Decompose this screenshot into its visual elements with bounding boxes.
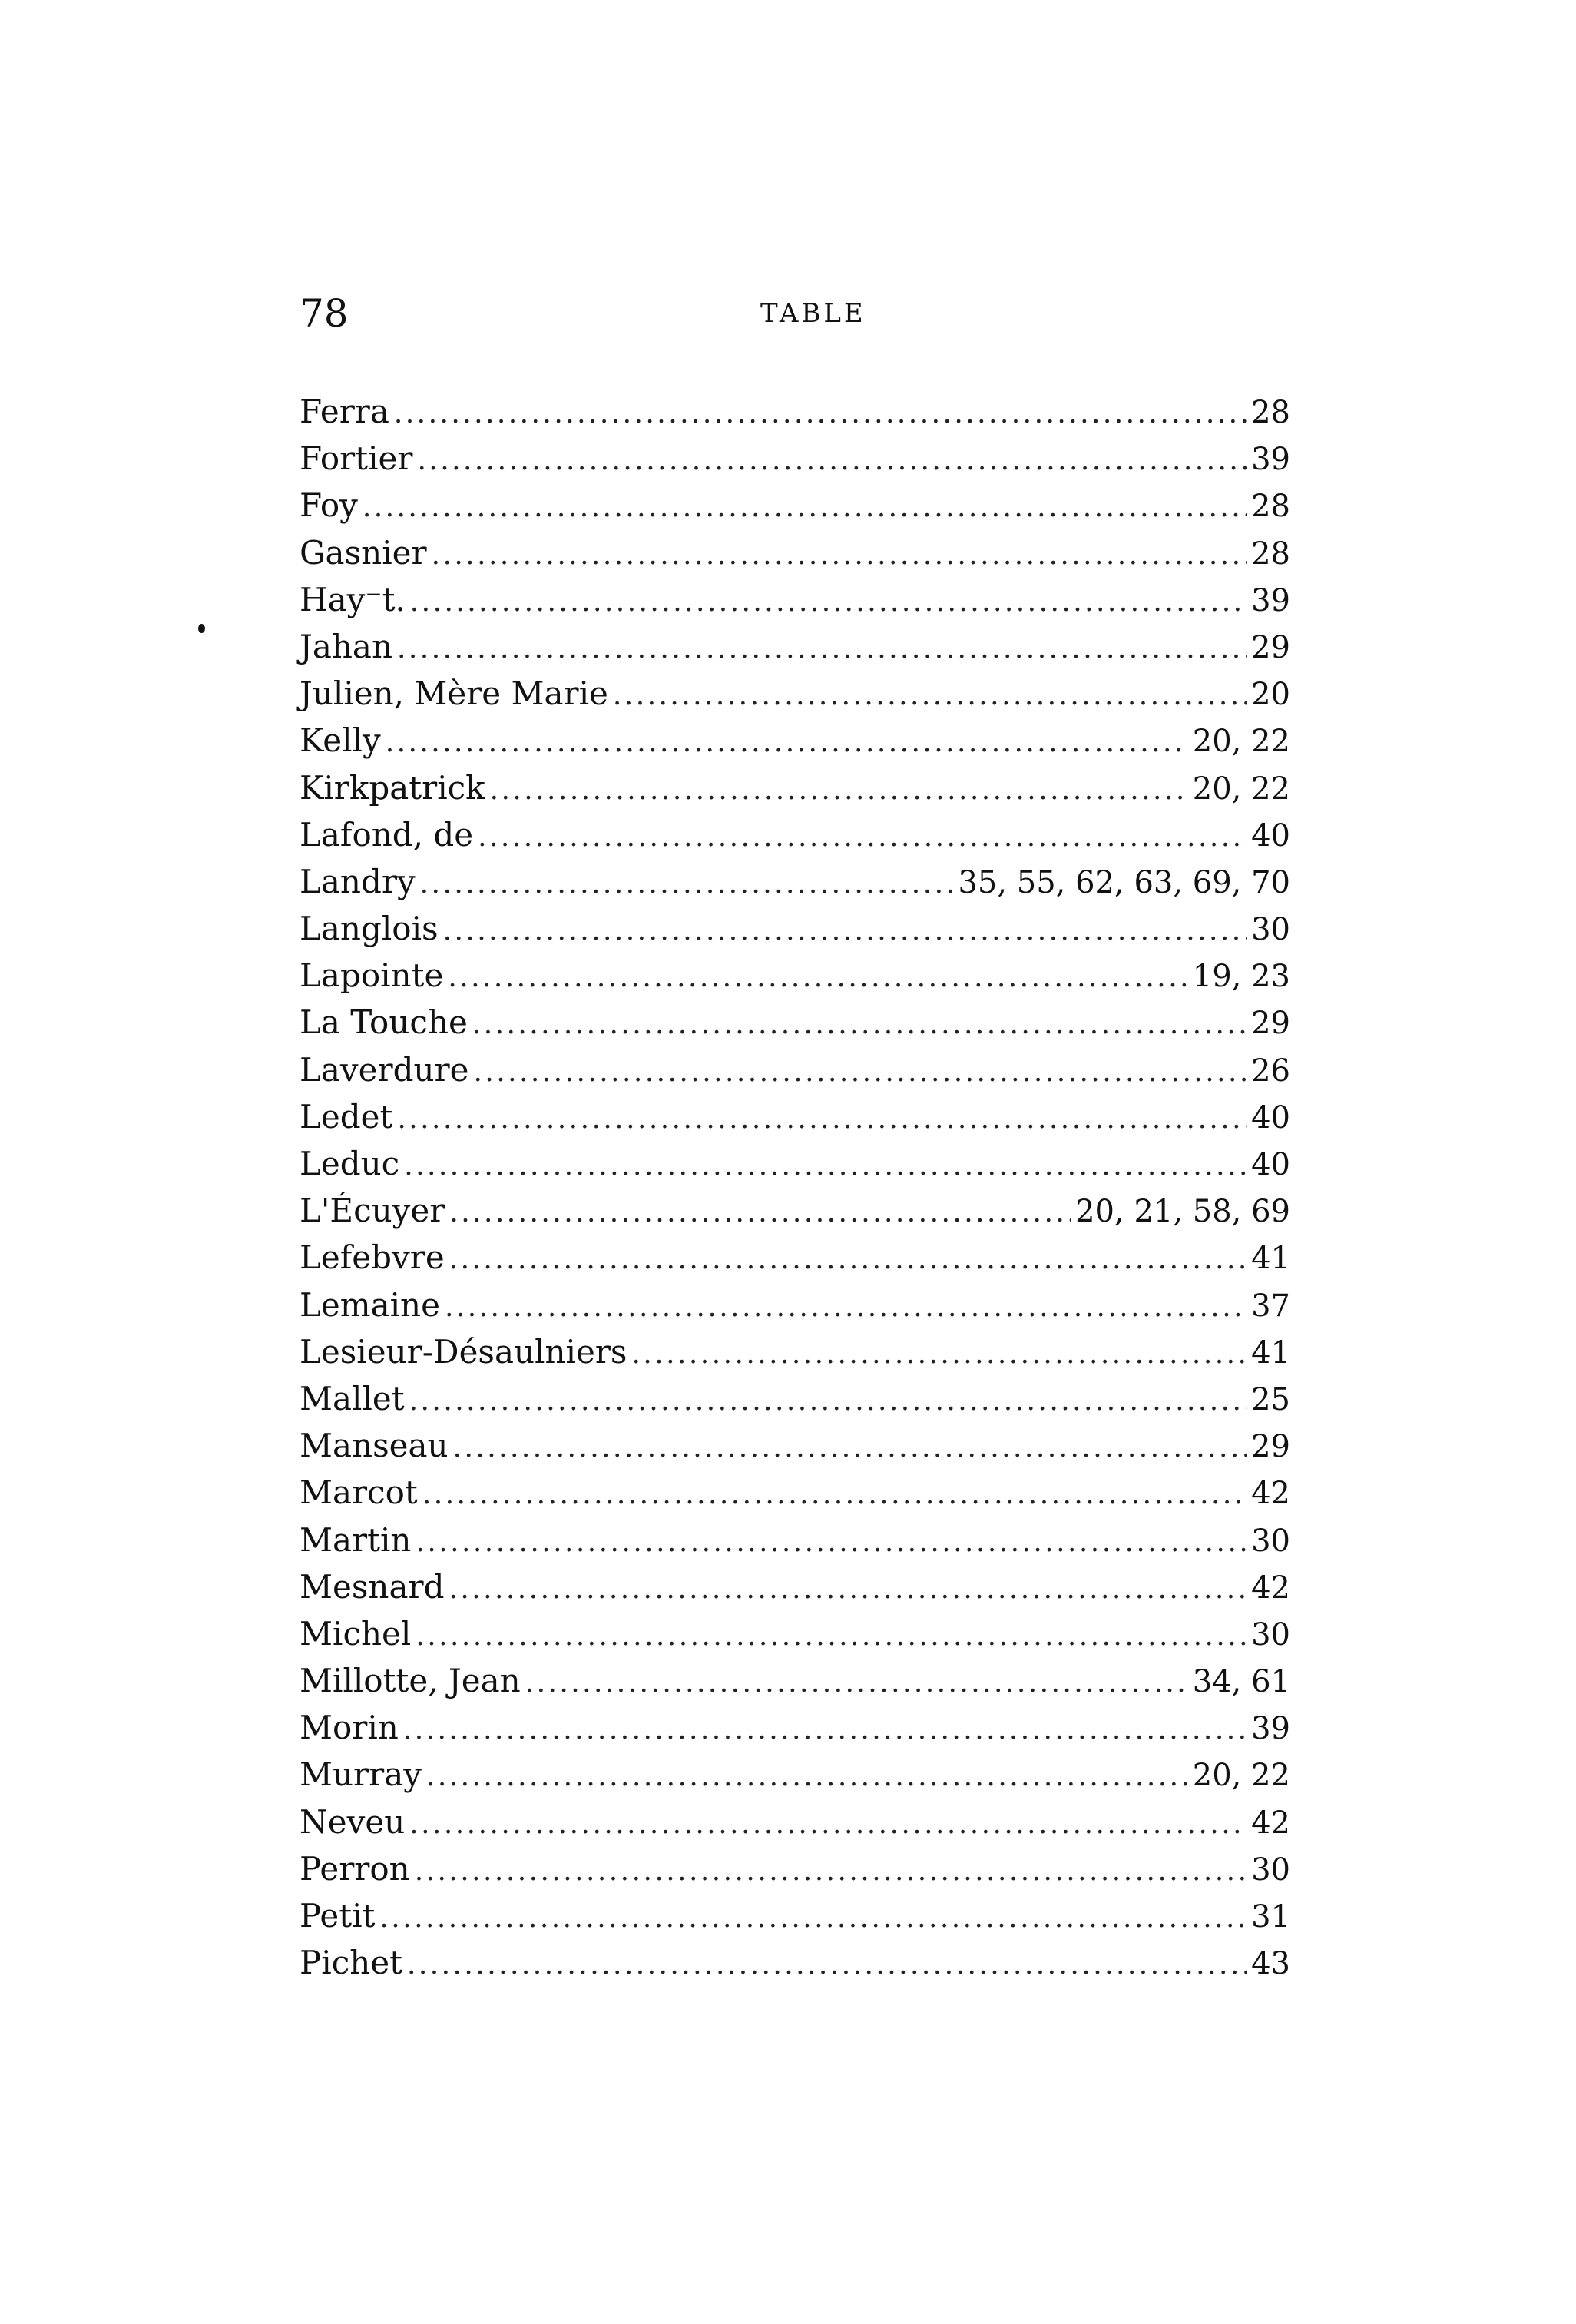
dot-leader — [417, 437, 1247, 484]
dot-leader — [420, 860, 954, 907]
entry-pages: 39 — [1251, 442, 1290, 478]
index-row — [300, 1563, 1290, 1610]
index-row — [300, 670, 1290, 717]
index-row — [300, 1610, 1290, 1657]
index-row — [300, 623, 1290, 670]
dot-leader — [397, 1096, 1247, 1142]
entry-name: Lafond, de — [300, 815, 474, 854]
index-row — [300, 858, 1290, 905]
dot-leader — [525, 1659, 1188, 1706]
entry-name: Neveu — [300, 1802, 406, 1841]
entry-name: Millotte, Jean — [300, 1662, 521, 1700]
index-row — [300, 1657, 1290, 1704]
index-row — [300, 529, 1290, 576]
entry-name: L'Écuyer — [300, 1192, 445, 1230]
entry-pages: 39 — [1251, 582, 1290, 618]
dot-leader — [397, 625, 1247, 672]
dot-leader — [631, 1331, 1247, 1377]
entry-name: Perron — [300, 1849, 410, 1888]
entry-name: Lapointe — [300, 956, 444, 995]
entry-name: Fortier — [300, 439, 413, 478]
entry-pages: 29 — [1251, 1429, 1290, 1465]
entry-name: Mallet — [300, 1379, 405, 1417]
entry-pages: 42 — [1251, 1805, 1290, 1841]
dot-leader — [404, 1142, 1247, 1189]
index-row — [300, 1422, 1290, 1469]
index-row — [300, 576, 1290, 623]
entry-pages: 43 — [1251, 1946, 1290, 1982]
entry-pages: 28 — [1251, 535, 1290, 572]
index-list — [300, 388, 1290, 1986]
index-row — [300, 905, 1290, 952]
entry-name: Pichet — [300, 1944, 402, 1982]
index-row — [300, 1234, 1290, 1281]
entry-name: Kelly — [300, 721, 381, 760]
dot-leader — [426, 1753, 1188, 1800]
index-row — [300, 435, 1290, 482]
page-header — [300, 283, 1290, 344]
index-row — [300, 388, 1290, 435]
entry-name: Mesnard — [300, 1567, 445, 1606]
dot-leader — [363, 484, 1247, 531]
dot-leader — [613, 672, 1247, 719]
dot-leader — [473, 1049, 1247, 1096]
entry-pages: 20, 21, 58, 69 — [1075, 1194, 1290, 1230]
dot-leader — [415, 1848, 1247, 1895]
entry-name: Gasnier — [300, 533, 427, 572]
dot-leader — [416, 1613, 1247, 1659]
entry-name: Lemaine — [300, 1285, 440, 1324]
entry-pages: 29 — [1251, 629, 1290, 665]
dot-leader — [422, 1471, 1247, 1518]
entry-name: Ledet — [300, 1097, 393, 1135]
index-row — [300, 717, 1290, 764]
entry-pages: 42 — [1251, 1570, 1290, 1606]
dot-leader — [453, 1424, 1247, 1471]
entry-name: Petit — [300, 1897, 376, 1934]
entry-pages: 30 — [1251, 1852, 1290, 1888]
entry-name: Murray — [300, 1755, 422, 1794]
dot-leader — [449, 1566, 1247, 1613]
entry-pages: 30 — [1251, 1616, 1290, 1653]
entry-name: Laverdure — [300, 1050, 469, 1089]
dot-leader — [472, 1001, 1247, 1048]
entry-name: Michel — [300, 1614, 412, 1653]
running-title: TABLE — [760, 298, 866, 329]
dot-leader — [379, 1895, 1247, 1941]
dot-leader — [386, 719, 1188, 766]
stray-ink-mark — [198, 624, 205, 633]
index-row — [300, 1046, 1290, 1093]
dot-leader — [394, 390, 1247, 437]
index-row — [300, 1892, 1290, 1939]
entry-pages: 41 — [1251, 1334, 1290, 1371]
entry-name: Foy — [300, 486, 358, 525]
index-row — [300, 1704, 1290, 1751]
index-row — [300, 1845, 1290, 1892]
entry-name: Leduc — [300, 1145, 400, 1182]
dot-leader — [443, 907, 1247, 954]
dot-leader — [478, 814, 1247, 860]
index-row — [300, 1517, 1290, 1563]
entry-pages: 39 — [1251, 1711, 1290, 1747]
entry-pages: 40 — [1251, 1147, 1290, 1182]
entry-name: Jahan — [300, 627, 393, 665]
index-row — [300, 1140, 1290, 1187]
entry-pages: 28 — [1251, 489, 1290, 525]
index-row — [300, 1751, 1290, 1798]
entry-name: Morin — [300, 1709, 399, 1747]
dot-leader — [449, 1236, 1247, 1283]
entry-pages: 28 — [1251, 395, 1290, 430]
dot-leader — [409, 1377, 1247, 1424]
index-row — [300, 1187, 1290, 1234]
entry-name: Lesieur-Désaulniers — [300, 1332, 627, 1371]
entry-pages: 34, 61 — [1192, 1664, 1290, 1700]
entry-pages: 31 — [1251, 1899, 1290, 1934]
entry-name: Ferra — [300, 393, 389, 430]
dot-leader — [409, 1801, 1247, 1848]
entry-pages: 41 — [1251, 1241, 1290, 1277]
entry-pages: 40 — [1251, 817, 1290, 854]
index-row — [300, 999, 1290, 1046]
index-row — [300, 1328, 1290, 1375]
index-row — [300, 952, 1290, 999]
entry-pages: 29 — [1251, 1006, 1290, 1042]
index-row — [300, 1799, 1290, 1845]
dot-leader — [449, 1189, 1071, 1236]
dot-leader — [403, 1706, 1247, 1753]
index-row — [300, 1093, 1290, 1140]
entry-name: Marcot — [300, 1474, 418, 1512]
entry-pages: 37 — [1251, 1288, 1290, 1324]
index-row — [300, 764, 1290, 811]
index-row — [300, 482, 1290, 529]
index-row — [300, 1281, 1290, 1328]
dot-leader — [490, 767, 1188, 814]
entry-name: Martin — [300, 1520, 412, 1559]
entry-pages: 20, 22 — [1192, 1758, 1290, 1794]
dot-leader — [410, 579, 1247, 625]
entry-pages: 19, 23 — [1192, 959, 1290, 995]
page-number: 78 — [300, 291, 349, 336]
dot-leader — [445, 1284, 1247, 1331]
dot-leader — [416, 1519, 1247, 1566]
dot-leader — [407, 1941, 1247, 1988]
index-row — [300, 1375, 1290, 1422]
entry-name: Julien, Mère Marie — [300, 675, 608, 713]
entry-name: Landry — [300, 862, 416, 900]
entry-name: Kirkpatrick — [300, 768, 485, 807]
entry-pages: 20, 22 — [1192, 771, 1290, 807]
index-row — [300, 1469, 1290, 1516]
entry-pages: 20, 22 — [1192, 724, 1290, 760]
entry-name: Manseau — [300, 1427, 449, 1465]
index-row — [300, 1939, 1290, 1986]
entry-pages: 25 — [1251, 1381, 1290, 1417]
entry-pages: 20 — [1251, 677, 1290, 713]
entry-name: Langlois — [300, 910, 439, 948]
entry-name: La Touche — [300, 1003, 468, 1042]
entry-pages: 35, 55, 62, 63, 69, 70 — [958, 864, 1290, 900]
dot-leader — [448, 954, 1187, 1001]
entry-pages: 30 — [1251, 912, 1290, 948]
entry-pages: 40 — [1251, 1099, 1290, 1135]
dot-leader — [432, 532, 1247, 579]
entry-pages: 26 — [1251, 1053, 1290, 1089]
entry-pages: 42 — [1251, 1476, 1290, 1512]
entry-name: Hay⁻t. — [300, 580, 406, 618]
entry-pages: 30 — [1251, 1523, 1290, 1559]
index-row — [300, 811, 1290, 858]
entry-name: Lefebvre — [300, 1238, 445, 1277]
